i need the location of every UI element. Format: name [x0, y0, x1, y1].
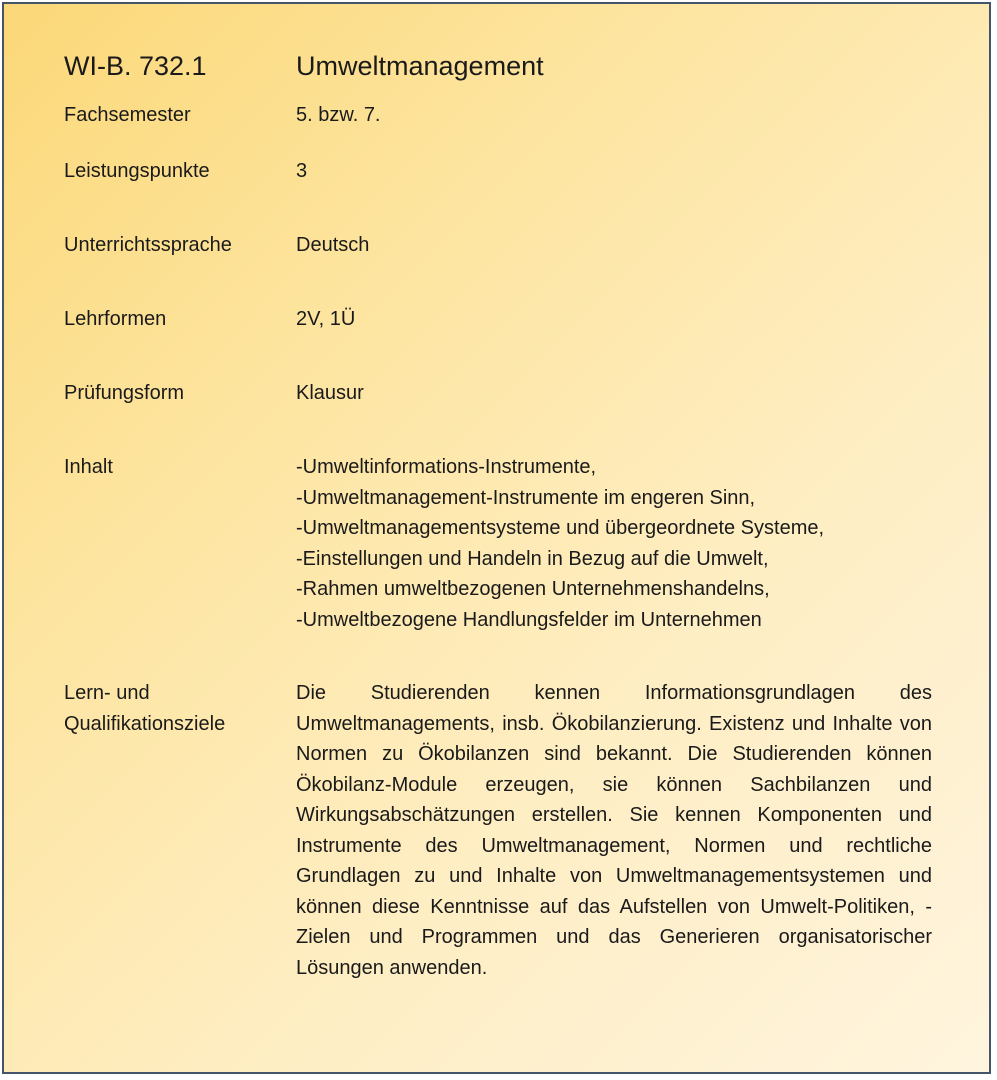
inhalt-list [296, 452, 932, 635]
unterrichtssprache-value: Deutsch [296, 234, 370, 256]
unterrichtssprache-label: Unterrichtssprache [64, 234, 232, 256]
leistungspunkte-value: 3 [296, 160, 308, 182]
inhalt-item: -Einstellungen und Handeln in Bezug auf die Umwelt, [296, 547, 769, 570]
pruefungsform-value: Klausur [296, 382, 364, 404]
inhalt-label: Inhalt [64, 456, 113, 478]
lernziele-label [64, 678, 284, 739]
inhalt-item: -Umweltmanagement-Instrumente im engeren Sinn, [296, 486, 756, 509]
lehrformen-label: Lehrformen [64, 308, 167, 330]
fachsemester-value: 5. bzw. 7. [296, 104, 381, 126]
inhalt-item: -Rahmen umweltbezogenen Unternehmenshandelns, [296, 578, 770, 600]
module-description-card [2, 2, 991, 1074]
lehrformen-value: 2V, 1Ü [296, 308, 356, 330]
lernziele-label-line: Lern- und [64, 682, 150, 704]
inhalt-item: -Umweltmanagementsysteme und übergeordnete Systeme, [296, 517, 825, 539]
pruefungsform-label: Prüfungsform [64, 382, 185, 404]
inhalt-item: -Umweltbezogene Handlungsfelder im Unternehmen [296, 608, 762, 631]
module-title: Umweltmanagement [296, 51, 544, 81]
module-code: WI-B. 732.1 [64, 51, 207, 81]
inhalt-item: -Umweltinformations-Instrumente, [296, 456, 597, 478]
lernziele-text: Die Studierenden kennen Informationsgrundlagen des Umweltmanagements, insb. Ökobilanzierung. Existenz und Inhalte von Normen zu Ökobilanzen sind bekannt. Die Studierenden können Ökobilanz-Module erzeugen, sie können Sachbilanzen und Wirkungsabschätzungen erstellen. Sie kennen Komponenten und Instrumente des Umweltmanagement, Normen und rechtliche Grundlagen zu und Inhalte von Umweltmanagementsystemen und können diese Kenntnisse auf das Aufstellen von Umwelt-Politiken, -Zielen und Programmen und das Generieren organisatorischer Lösungen anwenden. [296, 682, 932, 979]
fachsemester-label: Fachsemester [64, 104, 191, 126]
leistungspunkte-label: Leistungspunkte [64, 160, 210, 182]
lernziele-label-line: Qualifikationsziele [64, 712, 226, 735]
